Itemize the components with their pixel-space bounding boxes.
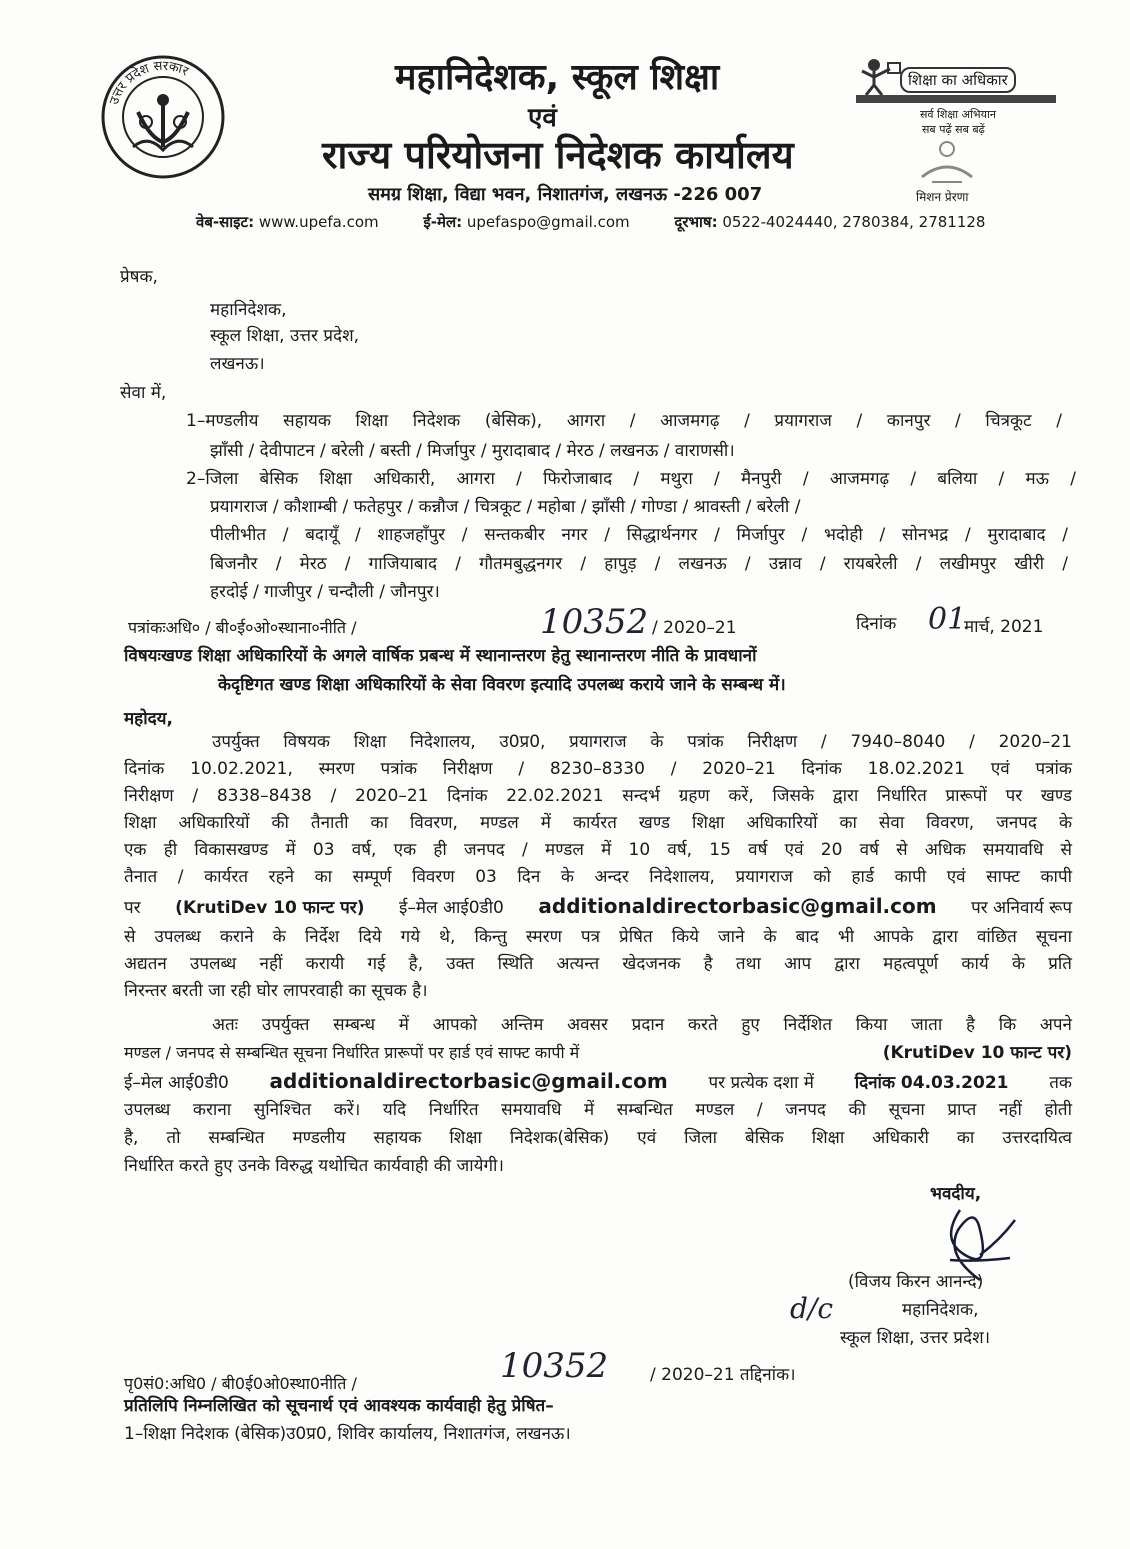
para2-line6: निर्धारित करते हुए उनके विरुद्ध यथोचित कार्यवाही की जायेगी। [124, 1156, 504, 1176]
signatory-name: (विजय किरन आनन्द) [848, 1272, 984, 1292]
para2-line2-a: मण्डल / जनपद से सम्बन्धित सूचना निर्धारित प्रारूपों पर हार्ड एवं साफ्ट कापी में [124, 1043, 580, 1062]
phone-label: दूरभाष: [674, 213, 718, 231]
para2-line3 [124, 1069, 1072, 1094]
para1-line9: अद्यतन उपलब्ध नहीं करायी गई है, उक्त स्थिति अत्यन्त खेदजनक है तथा आप द्वारा महत्वपूर्ण कार्य के प्रति [124, 954, 1072, 974]
para1-line8: से उपलब्ध कराने के निर्देश दिये गये थे, किन्तु स्मरण पत्र प्रेषित किये जाने के बाद भी आपके द्वारा वांछित सूचना [124, 927, 1072, 947]
email-text: upefaspo@gmail.com [466, 213, 630, 231]
sender-line3: लखनऊ। [210, 354, 265, 374]
submission-email: additionaldirectorbasic@gmail.com [538, 894, 937, 918]
para2-line2 [124, 1040, 1072, 1064]
recipient-2-line4: बिजनौर / मेरठ / गाजियाबाद / गौतमबुद्धनगर / हापुड़ / लखनऊ / उन्नाव / रायबरेली / लखीमपुर खीरी / [210, 554, 1068, 574]
phone-text: 0522-4024440, 2780384, 2781128 [722, 213, 986, 231]
closing: भवदीय, [930, 1184, 982, 1204]
para2-line3-e: तक [1049, 1073, 1072, 1093]
para1-line3: निरीक्षण / 8338–8438 / 2020–21 दिनांक 22.02.2021 सन्दर्भ ग्रहण करें, जिसके द्वारा निर्धारित प्रारूपों पर खण्ड [124, 786, 1072, 806]
email-id-label-2: ई–मेल आई0डी0 [124, 1073, 229, 1093]
signatory-designation: महानिदेशक, [902, 1300, 979, 1320]
contact-line [196, 212, 985, 232]
handwritten-initials: d/c [790, 1292, 834, 1325]
emblem-icon [98, 52, 228, 182]
subject-line2: केदृष्टिगत खण्ड शिक्षा अधिकारियों के सेवा विवरण इत्यादि उपलब्ध कराये जाने के सम्बन्ध में। [218, 675, 786, 695]
recipient-2-line3: पीलीभीत / बदायूँ / शाहजहाँपुर / सन्तकबीर नगर / सिद्धार्थनगर / मिर्जापुर / भदोही / सोनभद्र / मुरादाबाद / [210, 525, 1068, 545]
font-note-2: (KrutiDev 10 फान्ट पर) [882, 1043, 1072, 1063]
para2-line4: उपलब्ध कराना सुनिश्चित करें। यदि निर्धारित समयावधि में सम्बन्धित मण्डल / जनपद की सूचना प्राप्त नहीं होती [124, 1100, 1072, 1120]
deadline-date: दिनांक 04.03.2021 [854, 1073, 1009, 1093]
subject-line1: विषयःखण्ड शिक्षा अधिकारियों के अगले वार्षिक प्रबन्ध में स्थानान्तरण हेतु स्थानान्तरण नीति के प्रावधानों [124, 646, 757, 666]
header-title-line3: राज्य परियोजना निदेशक कार्यालय [322, 133, 794, 177]
sender-line2: स्कूल शिक्षा, उत्तर प्रदेश, [210, 326, 360, 346]
svg-text:उत्तर प्रदेश सरकार: उत्तर प्रदेश सरकार [106, 58, 191, 107]
recipients-label: सेवा में, [120, 383, 167, 403]
header-title-line1: महानिदेशक, स्कूल शिक्षा [395, 57, 720, 98]
handwritten-letter-number: 10352 [540, 602, 649, 642]
para1-line7 [124, 894, 1072, 919]
rte-logo-top: शिक्षा का अधिकार [900, 67, 1016, 93]
para2-line1: अतः उपर्युक्त सम्बन्ध में आपको अन्तिम अवसर प्रदान करते हुए निर्देशित किया जाता है कि अपने [212, 1015, 1072, 1035]
letter-number-prefix: पत्रांकःअधि० / बी०ई०ओ०स्थाना०नीति / [128, 618, 357, 637]
para2-line5: है, तो सम्बन्धित मण्डलीय सहायक शिक्षा निदेशक(बेसिक) एवं जिला बेसिक शिक्षा अधिकारी का उत्तरदायित्व [124, 1128, 1072, 1148]
copy-number-suffix: / 2020–21 तद्दिनांक। [650, 1365, 796, 1385]
rte-logo-bottom: मिशन प्रेरणा [916, 190, 969, 204]
rte-logo-mid1: सर्व शिक्षा अभियान [920, 108, 996, 121]
website-text: www.upefa.com [258, 213, 379, 231]
email-label: ई-मेल: [423, 213, 463, 231]
para1-line6: तैनात / कार्यरत रहने का सम्पूर्ण विवरण 03 दिन के अन्दर निदेशालय, प्रयागराज को हार्ड कापी एवं साफ्ट कापी [124, 867, 1072, 887]
letter-year: / 2020–21 [652, 618, 737, 638]
para1-line10: निरन्तर बरती जा रही घोर लापरवाही का सूचक है। [124, 981, 428, 1001]
copy-number-prefix: पृ0सं0:अधि0 / बी0ई0ओ0स्था0नीति / [124, 1374, 357, 1393]
para1-line2: दिनांक 10.02.2021, स्मरण पत्रांक निरीक्षण / 8230–8330 / 2020–21 दिनांक 18.02.2021 एवं पत्रांक [124, 759, 1072, 779]
recipient-2-line2: प्रयागराज / कौशाम्बी / फतेहपुर / कन्नौज / चित्रकूट / महोबा / झाँसी / गोण्डा / श्रावस्ती / बरेली / [210, 497, 801, 517]
header-address: समग्र शिक्षा, विद्या भवन, निशातगंज, लखनऊ -226 007 [368, 184, 763, 205]
recipient-1-line1: 1–मण्डलीय सहायक शिक्षा निदेशक (बेसिक), आगरा / आजमगढ़ / प्रयागराज / कानपुर / चित्रकूट / [186, 411, 1062, 431]
para1-line4: शिक्षा अधिकारियों की तैनाती का विवरण, मण्डल में कार्यरत खण्ड शिक्षा अधिकारियों का सेवा विवरण, जनपद के [124, 813, 1072, 833]
copy-heading: प्रतिलिपि निम्नलिखित को सूचनार्थ एवं आवश्यक कार्यवाही हेतु प्रेषित– [124, 1396, 554, 1416]
date-label: दिनांक [856, 614, 897, 634]
para1-line7-a: पर [124, 898, 141, 918]
recipient-1-line2: झाँसी / देवीपाटन / बरेली / बस्ती / मिर्जापुर / मुरादाबाद / मेरठ / लखनऊ / वाराणसी। [210, 441, 735, 461]
handwritten-date-day: 01 [928, 602, 967, 637]
copy-item-1: 1–शिक्षा निदेशक (बेसिक)उ0प्र0, शिविर कार्यालय, निशातगंज, लखनऊ। [124, 1424, 571, 1444]
sender-label: प्रेषक, [120, 267, 158, 287]
font-note: (KrutiDev 10 फान्ट पर) [175, 898, 365, 918]
recipient-2-line5: हरदोई / गाजीपुर / चन्दौली / जौनपुर। [210, 582, 440, 602]
recipient-2-line1: 2–जिला बेसिक शिक्षा अधिकारी, आगरा / फिरोजाबाद / मथुरा / मैनपुरी / आजमगढ़ / बलिया / मऊ / [186, 469, 1076, 489]
sender-line1: महानिदेशक, [210, 300, 287, 320]
rte-logo [852, 55, 1067, 215]
rte-logo-mid2: सब पढ़ें सब बढ़ें [922, 123, 985, 136]
website-label: वेब-साइट: [196, 213, 255, 231]
submission-email-2: additionaldirectorbasic@gmail.com [269, 1069, 668, 1093]
date-rest: मार्च, 2021 [964, 617, 1044, 637]
para1-line7-e: पर अनिवार्य रूप [971, 898, 1072, 918]
signatory-office: स्कूल शिक्षा, उत्तर प्रदेश। [840, 1328, 991, 1348]
para2-line3-c: पर प्रत्येक दशा में [708, 1073, 814, 1093]
para1-line1: उपर्युक्त विषयक शिक्षा निदेशालय, उ0प्र0, प्रयागराज के पत्रांक निरीक्षण / 7940–8040 / 2020–21 [212, 732, 1072, 752]
up-government-seal [98, 52, 228, 182]
handwritten-copy-number: 10352 [500, 1346, 609, 1386]
header-title-line2: एवं [528, 103, 557, 133]
salutation: महोदय, [124, 709, 173, 729]
logo-pencil-bar [856, 95, 1056, 103]
email-id-label: ई–मेल आई0डी0 [399, 898, 504, 918]
para1-line5: एक ही विकासखण्ड में 03 वर्ष, एक ही जनपद / मण्डल में 10 वर्ष, 15 वर्ष एवं 20 वर्ष से अधिक समयावधि से [124, 840, 1072, 860]
mission-prerna-icon [912, 137, 982, 187]
